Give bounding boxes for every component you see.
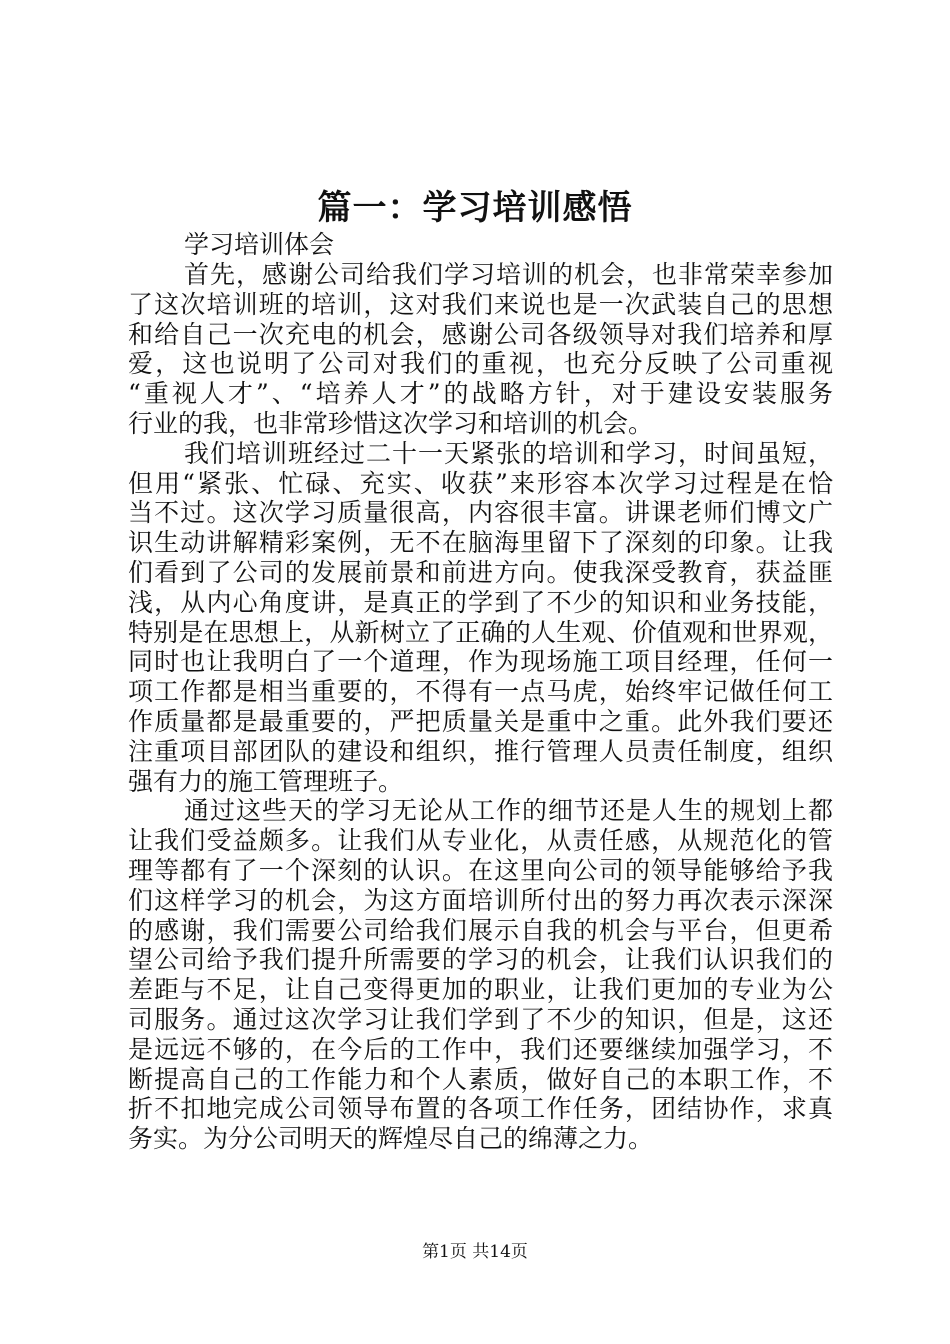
paragraph-line: 行业的我，也非常珍惜这次学习和培训的机会。: [128, 408, 654, 438]
paragraph-line: 望公司给予我们提升所需要的学习的机会，让我们认识我们的: [128, 945, 833, 975]
paragraph-line: 折不扣地完成公司领导布置的各项工作任务，团结协作，求真: [128, 1094, 833, 1124]
paragraph-line: 让我们受益颇多。让我们从专业化，从责任感，从规范化的管: [128, 826, 833, 856]
paragraph-line: “重视人才”、“培养人才”的战略方针，对于建设安装服务: [128, 379, 833, 409]
paragraph-line: 注重项目部团队的建设和组织，推行管理人员责任制度，组织: [128, 736, 833, 766]
paragraph-line: 作质量都是最重要的，严把质量关是重中之重。此外我们要还: [128, 706, 833, 736]
document-title: 篇一：学习培训感悟: [317, 188, 633, 228]
paragraph-line: 同时也让我明白了一个道理，作为现场施工项目经理，任何一: [128, 647, 833, 677]
paragraph-line: 通过这些天的学习无论从工作的细节还是人生的规划上都: [184, 796, 833, 826]
paragraph-line: 我们培训班经过二十一天紧张的培训和学习，时间虽短，: [184, 438, 833, 468]
paragraph-line: 们这样学习的机会，为这方面培训所付出的努力再次表示深深: [128, 885, 833, 915]
paragraph-line: 强有力的施工管理班子。: [128, 766, 404, 796]
paragraph-line: 项工作都是相当重要的，不得有一点马虎，始终牢记做任何工: [128, 677, 833, 707]
paragraph-line: 浅，从内心角度讲，是真正的学到了不少的知识和业务技能，: [128, 587, 833, 617]
paragraph-line: 务实。为分公司明天的辉煌尽自己的绵薄之力。: [128, 1124, 654, 1154]
paragraph-line: 当不过。这次学习质量很高，内容很丰富。讲课老师们博文广: [128, 498, 833, 528]
paragraph-line: 是远远不够的，在今后的工作中，我们还要继续加强学习，不: [128, 1034, 833, 1064]
paragraph-line: 理等都有了一个深刻的认识。在这里向公司的领导能够给予我: [128, 855, 833, 885]
paragraph-line: 了这次培训班的培训，这对我们来说也是一次武装自己的思想: [128, 289, 833, 319]
body-paragraph: [128, 796, 833, 1154]
paragraph-line: 特别是在思想上，从新树立了正确的人生观、价值观和世界观，: [128, 617, 833, 647]
page-footer: 第1页 共14页: [422, 1242, 528, 1262]
paragraph-line: 首先，感谢公司给我们学习培训的机会，也非常荣幸参加: [184, 260, 833, 289]
paragraph-line: 识生动讲解精彩案例，无不在脑海里留下了深刻的印象。让我: [128, 528, 833, 558]
document-subtitle: 学习培训体会: [184, 230, 335, 259]
paragraph-line: 但用“紧张、忙碌、充实、收获”来形容本次学习过程是在恰: [128, 468, 833, 498]
paragraph-line: 司服务。通过这次学习让我们学到了不少的知识，但是，这还: [128, 1004, 833, 1034]
paragraph-line: 和给自己一次充电的机会，感谢公司各级领导对我们培养和厚: [128, 319, 833, 349]
paragraph-line: 差距与不足，让自己变得更加的职业，让我们更加的专业为公: [128, 975, 833, 1005]
body-paragraph: [128, 439, 833, 797]
document-body: [128, 230, 833, 1154]
body-paragraph: [128, 260, 833, 439]
paragraph-line: 们看到了公司的发展前景和前进方向。使我深受教育，获益匪: [128, 557, 833, 587]
paragraph-line: 爱，这也说明了公司对我们的重视，也充分反映了公司重视: [128, 349, 833, 379]
paragraph-line: 断提高自己的工作能力和个人素质，做好自己的本职工作，不: [128, 1064, 833, 1094]
paragraph-container: [128, 260, 833, 1154]
paragraph-line: 的感谢，我们需要公司给我们展示自我的机会与平台，但更希: [128, 915, 833, 945]
